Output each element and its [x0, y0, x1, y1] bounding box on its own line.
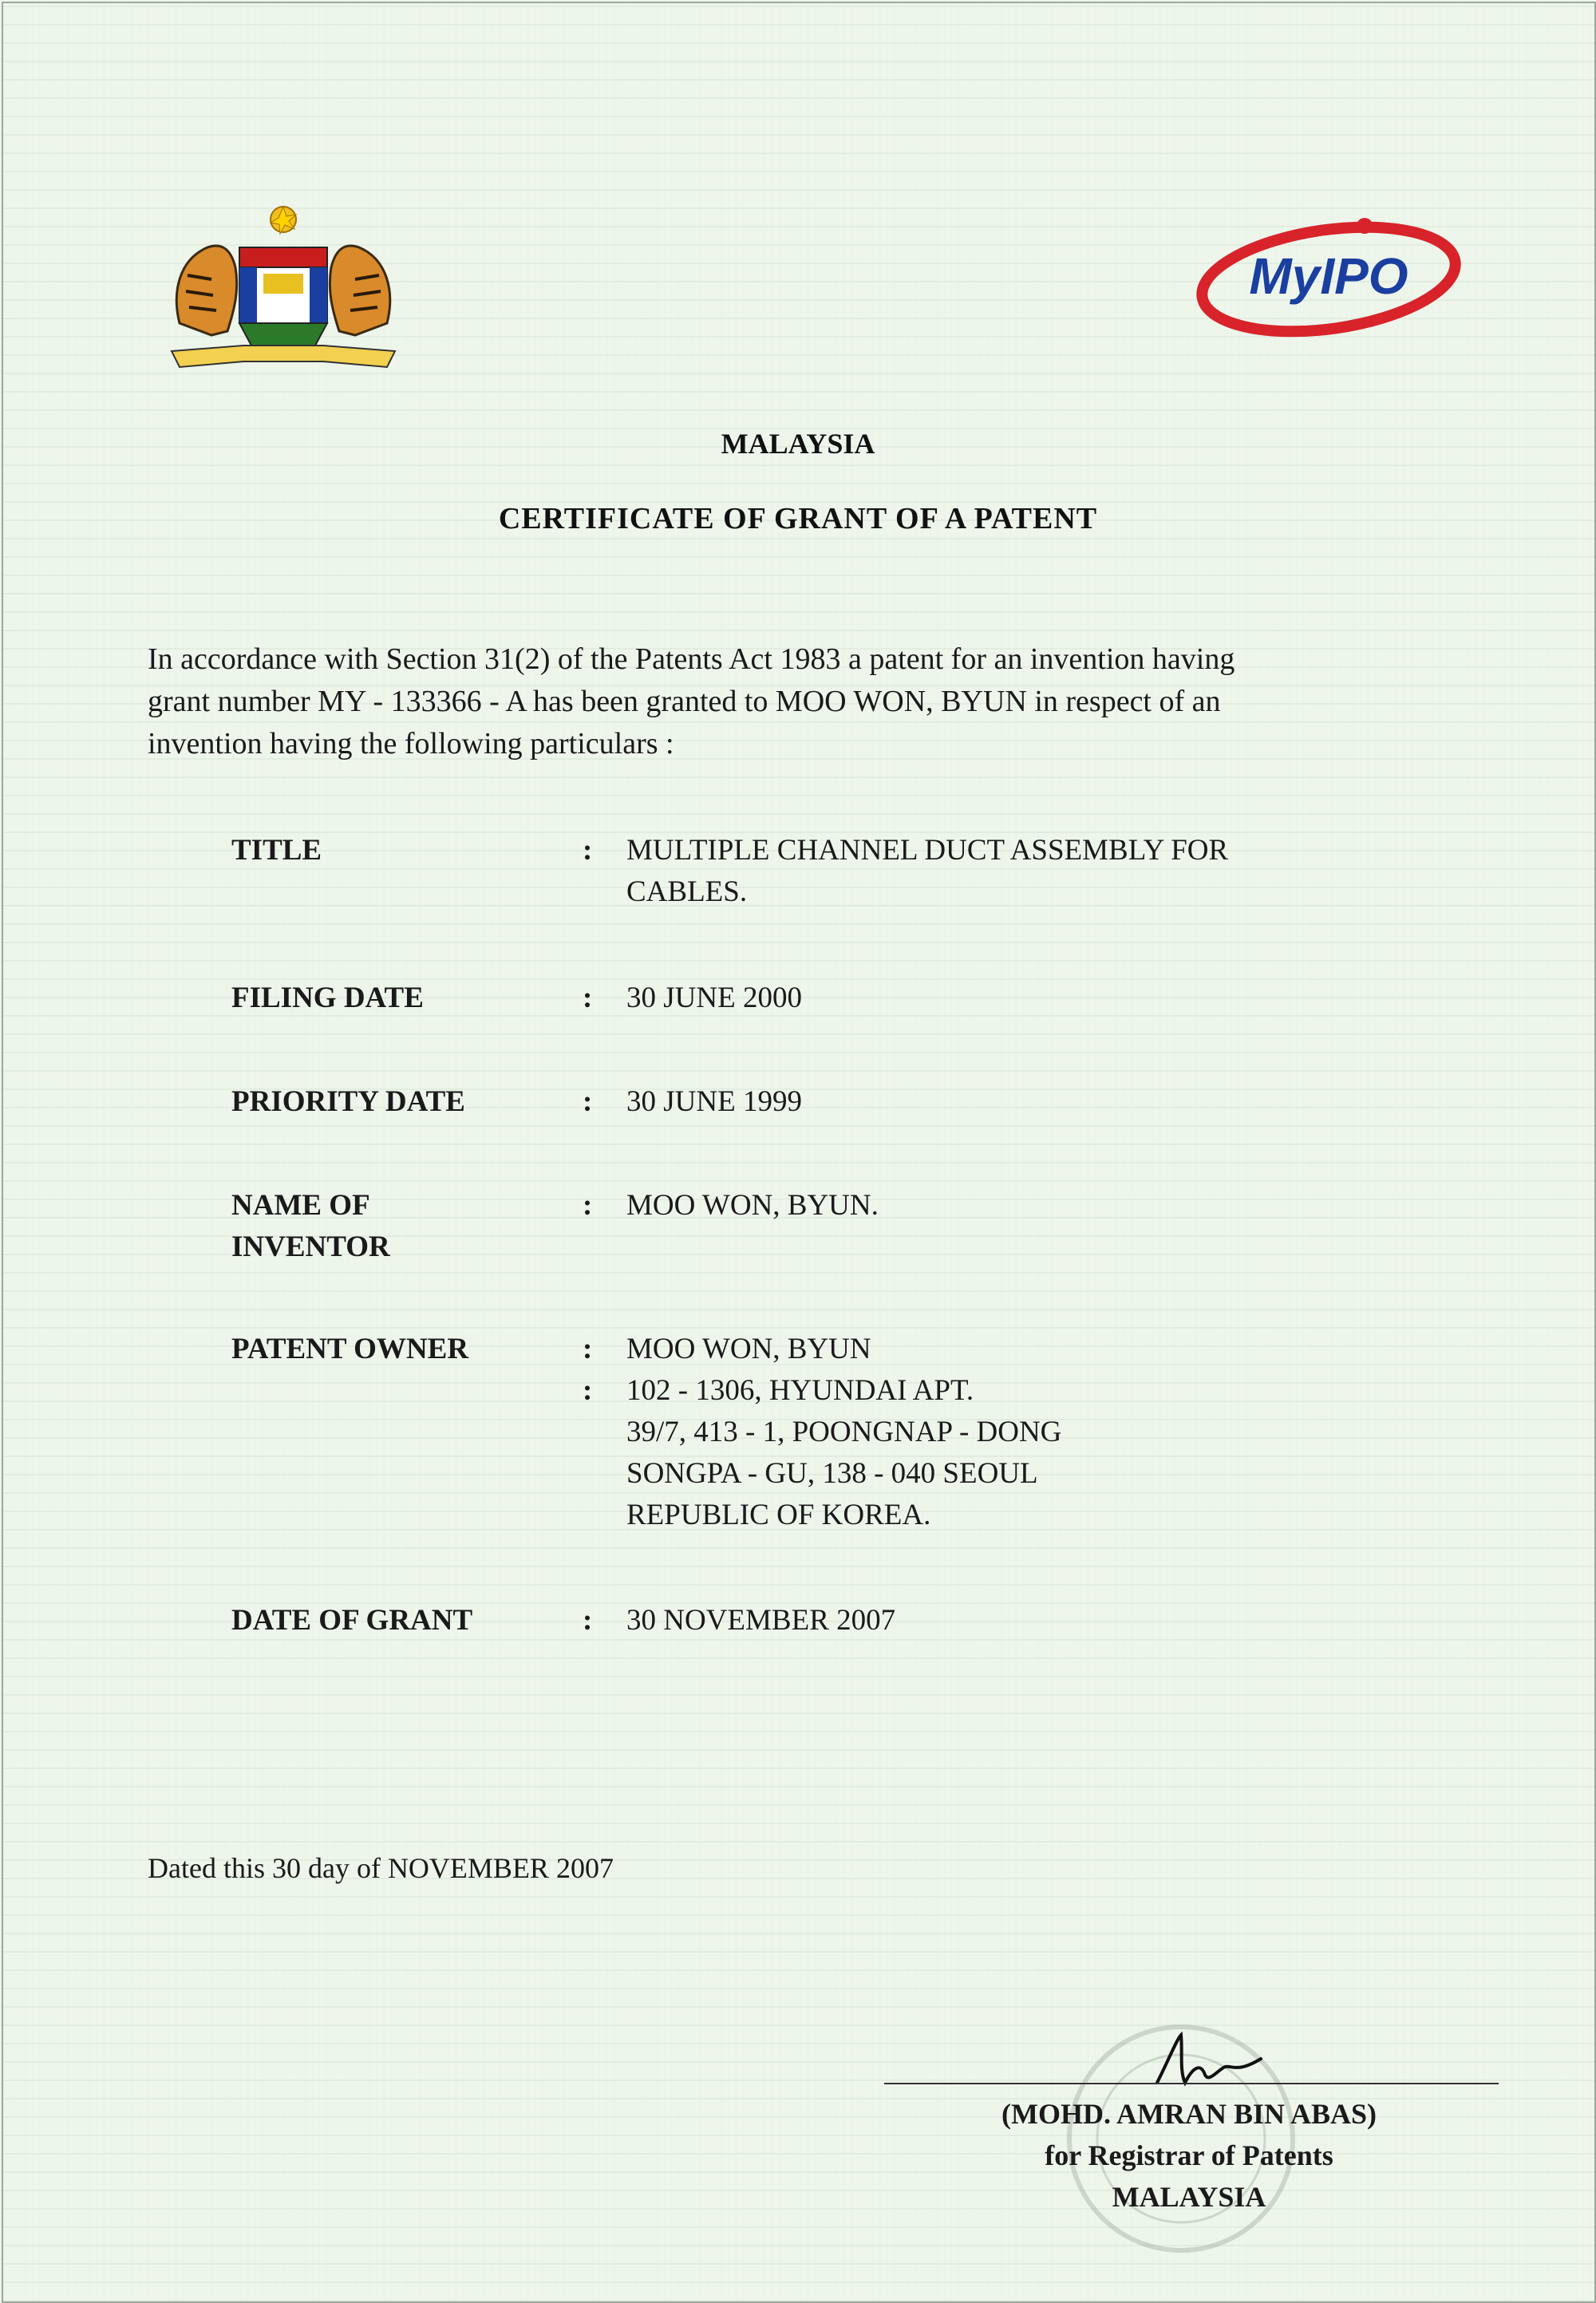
priority-date-value: 30 JUNE 1999: [626, 1085, 802, 1118]
dated-line: Dated this 30 day of NOVEMBER 2007: [148, 1852, 614, 1884]
signatory-country: MALAYSIA: [1112, 2181, 1266, 2213]
filing-date-colon: :: [583, 982, 593, 1014]
date-of-grant-value: 30 NOVEMBER 2007: [626, 1604, 896, 1637]
signatory-role: for Registrar of Patents: [1045, 2139, 1333, 2171]
patent-owner-colon: :: [583, 1333, 593, 1365]
crest-tiger-right: [330, 246, 389, 335]
signatory-name: (MOHD. AMRAN BIN ABAS): [1001, 2098, 1377, 2130]
certificate-title: CERTIFICATE OF GRANT OF A PATENT: [498, 502, 1098, 535]
date-of-grant-label: DATE OF GRANT: [231, 1604, 473, 1637]
inventor-label-line-1: NAME OF: [231, 1189, 370, 1222]
patent-owner-label: PATENT OWNER: [231, 1333, 469, 1365]
myipo-logo-text: MyIPO: [1249, 247, 1408, 305]
inventor-label: [231, 1185, 535, 1268]
crest-tiger-left: [176, 246, 236, 335]
intro-paragraph: [148, 638, 1488, 765]
inventor-label-line-2: INVENTOR: [231, 1231, 390, 1263]
registrar-signature: [1149, 2027, 1269, 2091]
patent-owner-address-line-2: 39/7, 413 - 1, POONGNAP - DONG: [626, 1416, 1062, 1448]
signature-line: [884, 2083, 1499, 2084]
priority-date-label: PRIORITY DATE: [231, 1085, 465, 1118]
inventor-colon: :: [583, 1189, 593, 1222]
title-value: [626, 830, 1488, 913]
date-of-grant-colon: :: [583, 1604, 593, 1637]
priority-date-colon: :: [583, 1085, 593, 1118]
patent-owner-value: [626, 1329, 1488, 1536]
patent-owner-address-line-1: 102 - 1306, HYUNDAI APT.: [626, 1374, 974, 1407]
crest-scroll: [172, 346, 395, 367]
intro-line-3: invention having the following particulars :: [148, 727, 674, 760]
country-heading: MALAYSIA: [721, 428, 875, 460]
title-value-line-1: MULTIPLE CHANNEL DUCT ASSEMBLY FOR: [626, 834, 1229, 867]
title-label: TITLE: [231, 834, 322, 867]
myipo-logo: [1189, 211, 1468, 339]
crest-shield: [239, 247, 327, 346]
intro-line-2: grant number MY - 133366 - A has been granted to MOO WON, BYUN in respect of an: [148, 685, 1221, 718]
patent-owner-address-line-3: SONGPA - GU, 138 - 040 SEOUL: [626, 1457, 1038, 1490]
patent-owner-name: MOO WON, BYUN: [626, 1333, 871, 1365]
crest-star: [271, 207, 296, 234]
inventor-value: MOO WON, BYUN.: [626, 1189, 879, 1222]
malaysia-coat-of-arms-icon: [164, 203, 403, 375]
intro-line-1: In accordance with Section 31(2) of the Patents Act 1983 a patent for an invention having: [148, 642, 1235, 676]
title-colon: :: [583, 834, 593, 867]
patent-owner-address-line-4: REPUBLIC OF KOREA.: [626, 1499, 931, 1531]
title-value-line-2: CABLES.: [626, 875, 748, 908]
filing-date-label: FILING DATE: [231, 982, 424, 1014]
patent-owner-address-colon: :: [583, 1374, 593, 1407]
filing-date-value: 30 JUNE 2000: [626, 982, 802, 1014]
